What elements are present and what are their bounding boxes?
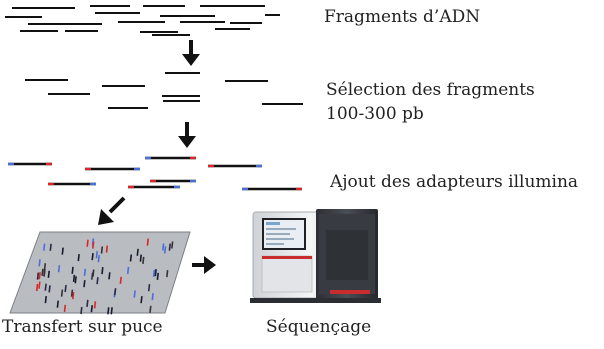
chip-cluster-mark [81,307,82,314]
chip-cluster-mark [75,276,76,283]
chip-cluster-mark [172,242,173,249]
chip-cluster-mark [85,269,86,276]
arrow-down-icon [182,40,200,66]
chip-cluster-mark [95,301,96,308]
chip-cluster-mark [91,305,92,312]
chip-cluster-mark [78,254,79,261]
chip-cluster-mark [72,290,73,297]
chip-cluster-mark [73,292,74,299]
chip-cluster-mark [49,285,50,292]
raw-dna-fragments [5,6,280,35]
chip-cluster-mark [57,301,58,308]
chip-cluster-mark [163,244,164,251]
chip-cluster-mark [92,253,93,260]
chip-cluster-mark [72,267,73,274]
chip-cluster-mark [137,249,138,256]
chip-cluster-mark [140,255,141,262]
chip-cluster-mark [107,246,108,253]
adapter-ligated-fragments [8,158,302,189]
arrow-down-icon [178,122,196,148]
chip-cluster-mark [109,272,110,279]
chip-cluster-mark [42,269,43,276]
chip-cluster-mark [48,271,49,278]
chip-cluster-mark [62,290,63,297]
arrow-diagonal-icon [98,198,124,225]
chip-cluster-mark [152,293,153,300]
chip-cluster-mark [98,255,99,262]
chip-cluster-mark [39,259,40,266]
chip-cluster-mark [93,242,94,249]
chip-cluster-mark [84,280,85,287]
step-adapters-label: Ajout des adapteurs illumina [330,172,579,192]
chip-cluster-mark [45,296,46,303]
chip-cluster-mark [102,267,103,274]
chip-cluster-mark [131,255,132,262]
chip-cluster-mark [147,239,148,246]
chip-cluster-mark [134,291,135,298]
step-sequencing-label: Séquençage [266,317,372,337]
chip-cluster-mark [157,273,158,280]
chip-cluster-mark [39,272,40,279]
selected-dna-fragments [25,73,303,108]
chip-cluster-mark [149,284,150,291]
chip-cluster-mark [111,307,112,314]
arrow-right-icon [192,256,216,274]
flow-cell-chip [10,232,190,314]
chip-cluster-mark [45,263,46,270]
chip-cluster-mark [128,267,129,274]
chip-cluster-mark [167,270,168,277]
chip-cluster-mark [155,269,156,276]
chip-cluster-mark [150,306,151,313]
chip-cluster-mark [44,244,45,251]
chip-cluster-mark [65,285,66,292]
chip-cluster-mark [165,246,166,253]
chip-cluster-mark [97,277,98,284]
chip-cluster-mark [115,288,116,295]
step-selection-label: Sélection des fragments [326,80,535,100]
chip-cluster-mark [120,277,121,284]
chip-cluster-mark [102,247,103,254]
chip-cluster-mark [154,270,155,277]
chip-cluster-mark [37,284,38,291]
chip-cluster-mark [169,244,170,251]
chip-cluster-mark [59,265,60,272]
chip-cluster-mark [108,307,109,314]
chip-cluster-mark [87,300,88,307]
chip-cluster-mark [87,240,88,247]
chip-cluster-mark [93,270,94,277]
chip-cluster-mark [62,248,63,255]
chip-cluster-mark [50,244,51,251]
chip-cluster-mark [96,251,97,258]
chip-cluster-mark [141,296,142,303]
chip-cluster-mark [65,305,66,312]
step-fragments-label: Fragments d’ADN [324,7,481,27]
chip-cluster-mark [143,257,144,264]
chip-cluster-mark [38,273,39,280]
sequencer-machine [250,209,381,303]
chip-cluster-mark [39,282,40,289]
step-transfer-label: Transfert sur puce [2,317,163,337]
chip-cluster-mark [45,284,46,291]
chip-cluster-mark [74,275,75,282]
step-selection-size-label: 100-300 pb [326,104,424,124]
